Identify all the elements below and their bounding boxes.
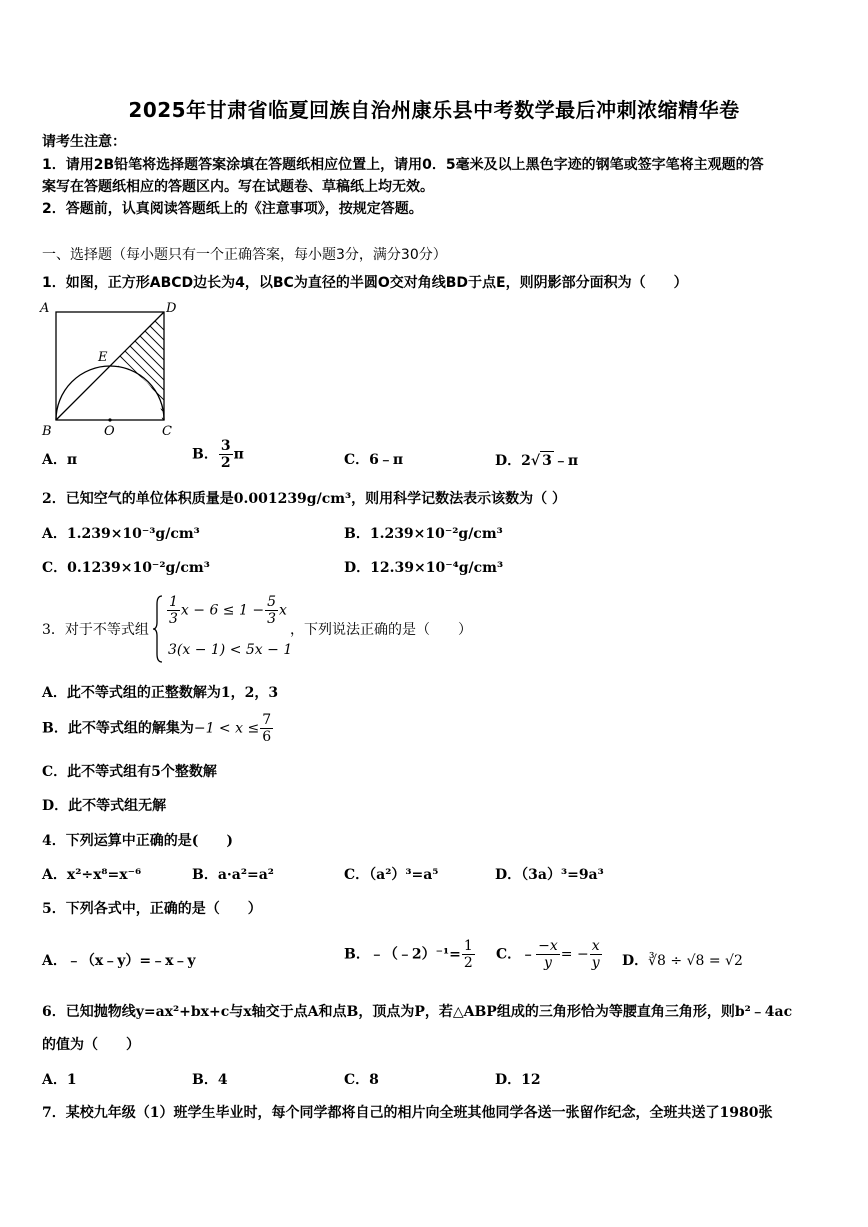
label-c: C	[162, 424, 172, 438]
q5-option-a: A．﹣（x﹣y）=﹣x﹣y	[42, 953, 196, 969]
q2-option-d: D．12.39×10⁻⁴g/cm³	[344, 560, 504, 576]
q3-inequality-system	[152, 594, 292, 664]
q4-option-b: B．a·a²=a²	[192, 867, 274, 883]
q3-row-1: $\frac{1}{3}$ x − 6 ≤ 1 − $\frac{5}{3}$ x	[169, 594, 287, 627]
q5-stem: 5．下列各式中，正确的是（ ）	[42, 901, 262, 917]
q1-option-d: D．2√ 3 ﹣π	[495, 453, 579, 469]
q3-suffix: ，下列说法正确的是（ ）	[290, 622, 472, 638]
q2-option-a: A．1.239×10⁻³g/cm³	[42, 526, 200, 542]
q3-option-a: A．此不等式组的正整数解为1，2，3	[42, 685, 279, 701]
q1-stem: 1．如图，正方形ABCD边长为4，以BC为直径的半圆O交对角线BD于点E，则阴影部分面积为（ ）	[42, 275, 688, 291]
notice-line-1b: 案写在答题纸相应的答题区内。写在试题卷、草稿纸上均无效。	[42, 179, 434, 195]
hatch-shading	[110, 321, 164, 420]
point-o	[108, 418, 111, 421]
q6-option-b: B．4	[192, 1072, 228, 1088]
q6-option-c: C．8	[344, 1072, 379, 1088]
q4-option-d: D．（3a）³=9a³	[495, 867, 604, 883]
q3-prefix: 3．对于不等式组	[42, 622, 149, 638]
q5-option-b: B．﹣（﹣2）⁻¹= $\frac{1}{2}$	[344, 938, 473, 971]
page-title: 2025年甘肃省临夏回族自治州康乐县中考数学最后冲刺浓缩精华卷	[128, 98, 740, 122]
q6-line-2: 的值为（ ）	[42, 1037, 140, 1053]
q2-stem: 2．已知空气的单位体积质量是0.001239g/cm³，则用科学记数法表示该数为（ ）	[42, 491, 567, 507]
q1-option-b: B． $\frac{3}{2}$ π	[192, 438, 244, 471]
q5-option-c: C．﹣ $\frac{-x}{y}$ = − $\frac{x}{y}$	[496, 938, 600, 971]
q3-option-c: C．此不等式组有5个整数解	[42, 764, 217, 780]
q5-option-d: D．∛8 ÷ √8 = √2	[622, 953, 743, 969]
q1-option-a: A．π	[42, 452, 78, 468]
q3-option-b: B．此不等式组的解集为−1 < x ≤ $\frac{7}{6}$	[42, 712, 272, 745]
q3-row-2: 3(x − 1) < 5x − 1	[168, 642, 293, 658]
q4-stem: 4．下列运算中正确的是( )	[42, 833, 233, 849]
q6-option-d: D．12	[495, 1072, 541, 1088]
diagonal-bd	[56, 312, 164, 420]
q7-line-1: 7．某校九年级（1）班学生毕业时，每个同学都将自己的相片向全班其他同学各送一张留作纪念，全班共送了1980张	[42, 1105, 773, 1121]
q1-option-c: C．6﹣π	[344, 452, 404, 468]
notice-heading: 请考生注意：	[42, 134, 126, 150]
q4-option-a: A．x²÷x⁸=x⁻⁶	[42, 867, 142, 883]
q2-option-b: B．1.239×10⁻²g/cm³	[344, 526, 503, 542]
label-e: E	[98, 350, 108, 365]
label-o: O	[104, 424, 115, 438]
q1-figure	[38, 298, 188, 438]
label-b: B	[42, 424, 52, 438]
label-a: A	[40, 301, 50, 316]
q6-option-a: A．1	[42, 1072, 77, 1088]
q2-option-c: C．0.1239×10⁻²g/cm³	[42, 560, 210, 576]
q4-option-c: C．（a²）³=a⁵	[344, 867, 439, 883]
q3-option-d: D．此不等式组无解	[42, 798, 167, 814]
notice-line-1a: 1．请用2B铅笔将选择题答案涂填在答题纸相应位置上，请用0．5毫米及以上黑色字迹的钢笔或签字笔将主观题的答	[42, 157, 764, 173]
brace-icon	[152, 594, 164, 664]
notice-line-2: 2．答题前，认真阅读答题纸上的《注意事项》，按规定答题。	[42, 201, 423, 217]
section-heading: 一、选择题（每小题只有一个正确答案，每小题3分，满分30分）	[42, 247, 447, 263]
q6-line-1: 6．已知抛物线y=ax²+bx+c与x轴交于点A和点B，顶点为P，若△ABP组成的三角形恰为等腰直角三角形，则b²﹣4ac	[42, 1004, 793, 1020]
label-d: D	[166, 301, 177, 316]
